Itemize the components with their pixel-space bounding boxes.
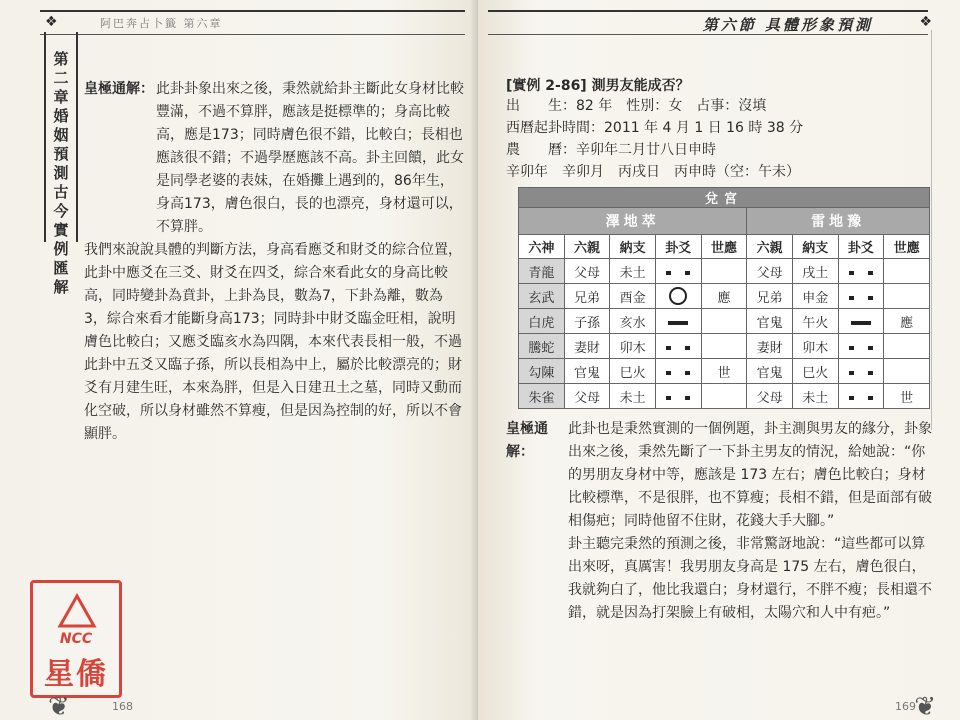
table-cell [838,309,884,334]
page-number-left: 168 [112,700,133,713]
column-header: 納支 [792,235,838,259]
table-cell: 父母 [564,259,610,284]
page-number-right: 169 [895,700,916,713]
column-header: 六親 [747,235,793,259]
running-head-left-text: 阿巴奔占卜籤 第六章 [100,17,223,30]
table-row [519,309,930,334]
table-cell: 卯木 [792,334,838,359]
table-cell: 兄弟 [564,284,610,309]
column-header: 卦爻 [655,235,701,259]
column-header: 六神 [519,235,565,259]
paragraph: 卦主聽完秉然的預測之後，非常驚訝地說：“這些都可以算出來呀，真厲害！我男朋友身高是 175 左右，膚色很白，我就夠白了，他比我還白；身材還行，不胖不瘦；長相還不錯，就是因為打架臉上有破相，太陽穴和人中有疤。” [568,536,932,621]
table-cell: 父母 [747,259,793,284]
table-cell: 白虎 [519,309,565,334]
yin-line-icon [666,396,690,400]
stamp-brand: NCC [59,631,93,647]
table-cell [655,309,701,334]
paragraph: 此卦也是秉然實測的一個例題，卦主測與男友的緣分，卦象出來之後，秉然先斷了一下卦主男友的情況，給她說：“你的男朋友身材中等，應該是 173 左右；膚色比較白；身材比較標準，不是很胖，也不算瘦；長相不錯，但是面部有破相傷疤；同時他留不住財，花錢大手大腳。” [568,421,932,529]
hexagram-table [518,187,930,409]
table-cell: 應 [701,284,747,309]
triangle-logo-icon [57,593,97,629]
ornament-icon: ❖ [919,14,932,30]
case-header [506,75,936,183]
table-cell [655,259,701,284]
yin-line-icon [666,371,690,375]
table-cell: 未土 [610,384,656,409]
table-row [519,334,930,359]
table-cell: 玄武 [519,284,565,309]
table-row [519,384,930,409]
table-cell [838,284,884,309]
stamp-name: 星僑 [44,657,108,692]
commentary-label: 皇極通解： [84,81,154,97]
table-cell: 妻財 [747,334,793,359]
yin-line-icon [849,371,873,375]
column-header: 六親 [564,235,610,259]
main-hexagram-name: 澤地萃 [519,208,747,235]
right-page [478,0,960,720]
table-cell [884,259,930,284]
left-commentary [84,78,464,446]
table-cell: 青龍 [519,259,565,284]
table-cell [701,384,747,409]
table-cell [884,359,930,384]
running-head-right [488,10,928,35]
column-header: 卦爻 [838,235,884,259]
table-cell: 世 [884,384,930,409]
column-header: 世應 [701,235,747,259]
table-cell: 酉金 [610,284,656,309]
table-cell: 申金 [792,284,838,309]
swirl-ornament-icon: ❦ [48,692,70,720]
table-cell [701,334,747,359]
case-title: [實例 2-86] 測男友能成否？ [506,78,690,94]
table-cell [838,359,884,384]
table-cell [655,334,701,359]
table-cell: 兄弟 [747,284,793,309]
commentary-label: 皇極通解： [506,421,548,460]
table-cell: 官鬼 [564,359,610,384]
table-cell [884,284,930,309]
lunar-date: 農 曆：辛卯年二月廿八日申時 [506,142,716,158]
table-cell [655,284,701,309]
table-cell [655,359,701,384]
changed-hexagram-name: 雷地豫 [747,208,930,235]
table-row [519,284,930,309]
chapter-tab [44,32,78,296]
table-cell: 巳火 [792,359,838,384]
table-cell [701,259,747,284]
table-cell: 應 [884,309,930,334]
left-page [0,0,478,720]
table-cell: 未土 [610,259,656,284]
table-cell [701,309,747,334]
moving-line-circle-icon [669,287,687,305]
table-cell: 官鬼 [747,359,793,384]
hexagram-rows [519,259,930,409]
ganzhi-line: 辛卯年 辛卯月 丙戌日 丙申時（空：午未） [506,164,800,180]
swirl-ornament-icon: ❦ [914,692,936,720]
table-cell [655,384,701,409]
table-cell: 午火 [792,309,838,334]
gregorian-time: 西曆起卦時間：2011 年 4 月 1 日 16 時 38 分 [506,120,804,136]
table-header-row [519,235,930,259]
palace-header: 兌宮 [519,188,930,208]
yin-line-icon [849,296,873,300]
table-cell [884,334,930,359]
column-header: 納支 [610,235,656,259]
table-cell: 戌土 [792,259,838,284]
table-cell: 騰蛇 [519,334,565,359]
ornament-icon: ❖ [45,14,58,30]
table-cell [838,334,884,359]
table-cell: 朱雀 [519,384,565,409]
table-row [519,259,930,284]
table-cell: 勾陳 [519,359,565,384]
table-cell: 亥水 [610,309,656,334]
running-head-right-text: 第六節 具體形象預測 [702,16,873,34]
table-cell [838,259,884,284]
table-cell: 世 [701,359,747,384]
column-header: 世應 [884,235,930,259]
table-cell: 父母 [747,384,793,409]
right-commentary [506,418,936,625]
chapter-tab-text: 第二章 婚姻預測古今實例匯解 [53,50,69,296]
table-row [519,359,930,384]
table-cell: 子孫 [564,309,610,334]
yin-line-icon [849,346,873,350]
table-cell: 官鬼 [747,309,793,334]
running-head-left [40,10,465,35]
table-cell: 父母 [564,384,610,409]
paragraph: 此卦卦象出來之後，秉然就給卦主斷此女身材比較豐滿，不過不算胖，應該是挺標準的；身高比較高，應是173；同時膚色很不錯，比較白；長相也應該很不錯；不過學歷應該不高。卦主回饋，此女是同學老婆的表妹，在婚攤上遇到的，86年生，身高173，膚色很白，長的也漂亮，身材還可以，不算胖。 [156,81,464,235]
paragraph: 我們來說說具體的判斷方法，身高看應爻和財爻的綜合位置，此卦中應爻在三爻、財爻在四爻，綜合來看此女的身高比較高，同時變卦為賁卦，上卦為艮，數為7，下卦為離，數為3，綜合來看才能斷身高173；同時卦中財爻臨金旺相，說明膚色比較白；又應爻臨亥水為四隅，本來代表長相一般，不過此卦中五爻又臨子孫，所以長相為中上，屬於比較漂亮的；財爻有月建生旺，本來為胖，但是入日建丑土之墓，同時又動而化空破，所以身材雖然不算瘦，但是因為控制的好，所以不會顯胖。 [84,242,462,442]
yin-line-icon [849,271,873,275]
table-cell: 卯木 [610,334,656,359]
yang-line-icon [668,321,688,325]
yang-line-icon [851,321,871,325]
table-cell: 未土 [792,384,838,409]
yin-line-icon [849,396,873,400]
table-cell: 巳火 [610,359,656,384]
yin-line-icon [666,346,690,350]
table-cell [838,384,884,409]
yin-line-icon [666,271,690,275]
birth-info: 出 生：82 年 性別：女 占事：沒填 [506,98,767,114]
table-cell: 妻財 [564,334,610,359]
ncc-watermark-stamp [30,580,122,698]
